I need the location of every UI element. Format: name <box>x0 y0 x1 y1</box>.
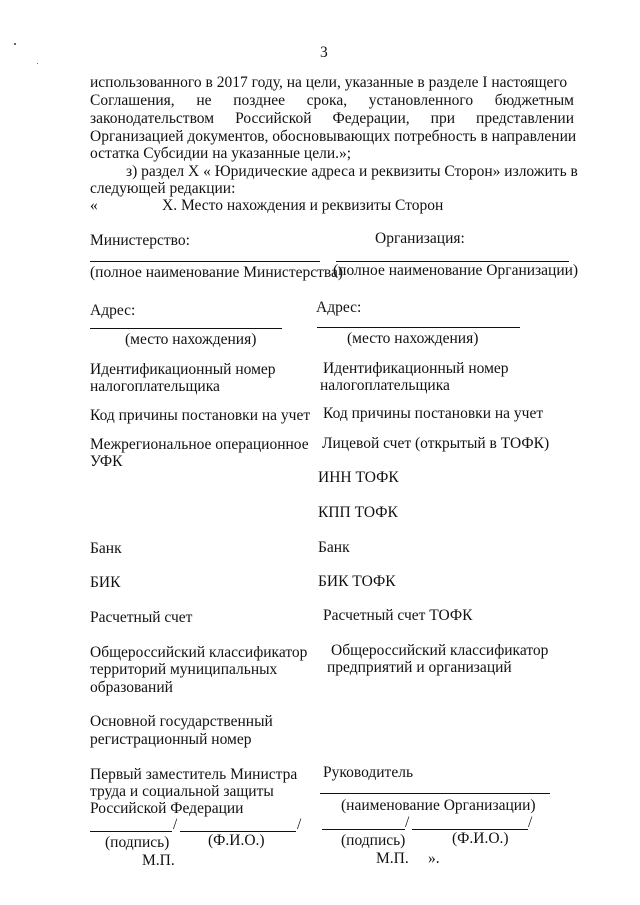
left-bik-label: БИК <box>90 574 121 591</box>
section-title: X. Место нахождения и реквизиты Сторон <box>162 197 444 214</box>
left-full-name-caption: (полное наименование Министерства) <box>90 264 344 281</box>
scan-speck <box>37 63 38 64</box>
right-okpo-label-2: предприятий и организаций <box>327 659 512 676</box>
right-head-label: Руководитель <box>323 764 414 781</box>
left-ogrn-label-1: Основной государственный <box>90 713 273 730</box>
right-personal-account-label: Лицевой счет (открытый в ТОФК) <box>322 435 550 452</box>
right-fio-caption: (Ф.И.О.) <box>452 830 509 847</box>
left-signer-line-1: Первый заместитель Министра <box>90 766 298 783</box>
left-address-label: Адрес: <box>90 302 136 319</box>
intro-line-4: Организацией документов, обосновывающих потребность в направлении <box>90 128 577 145</box>
left-bank-label: Банк <box>90 540 122 557</box>
right-inn-tofk-label: ИНН ТОФК <box>318 469 399 486</box>
right-stamp-label: М.П. <box>376 850 409 867</box>
intro-line-7: следующей редакции: <box>90 180 236 197</box>
left-sign-slash-2: / <box>297 816 302 833</box>
left-inn-label-1: Идентификационный номер <box>90 361 276 378</box>
left-signer-line-2: труда и социальной защиты <box>90 783 274 800</box>
left-stamp-label: М.П. <box>142 852 175 869</box>
left-signature-caption: (подпись) <box>105 834 170 851</box>
left-account-label: Расчетный счет <box>90 609 193 626</box>
right-signature-line <box>322 829 405 830</box>
left-address-line <box>90 328 282 329</box>
right-signature-caption: (подпись) <box>341 832 406 849</box>
left-inn-label-2: налогоплательщика <box>90 378 220 395</box>
left-ufk-label-1: Межрегиональное операционное <box>90 436 309 453</box>
right-bank-label: Банк <box>318 539 350 556</box>
scan-speck <box>14 43 16 45</box>
right-kpp-label: Код причины постановки на учет <box>323 405 544 422</box>
left-signature-line <box>90 831 172 832</box>
right-party-label: Организация: <box>375 230 465 247</box>
intro-line-5: остатка Субсидии на указанные цели.»; <box>90 145 352 162</box>
right-kpp-tofk-label: КПП ТОФК <box>318 504 398 521</box>
quote-close: ». <box>428 850 440 867</box>
intro-line-3: законодательством Российской Федерации, при представлении <box>90 110 574 127</box>
right-inn-label-2: налогоплательщика <box>320 377 450 394</box>
right-org-name-caption: (наименование Организации) <box>341 797 536 814</box>
left-oktmo-label-1: Общероссийский классификатор <box>90 644 308 661</box>
quote-open: « <box>90 197 98 214</box>
page-number: 3 <box>320 44 328 61</box>
right-inn-label-1: Идентификационный номер <box>323 360 509 377</box>
right-address-line <box>317 327 520 328</box>
left-location-caption: (место нахождения) <box>125 331 257 348</box>
left-kpp-label: Код причины постановки на учет <box>90 407 311 424</box>
right-address-label: Адрес: <box>316 299 362 316</box>
intro-line-1: использованного в 2017 году, на цели, указанные в разделе I настоящего <box>90 74 568 91</box>
right-account-tofk-label: Расчетный счет ТОФК <box>323 607 473 624</box>
left-signer-line-3: Российской Федерации <box>90 800 244 817</box>
left-oktmo-label-2: территорий муниципальных <box>90 661 278 678</box>
intro-line-2: Соглашения, не позднее срока, установленного бюджетным <box>90 92 574 109</box>
left-fio-caption: (Ф.И.О.) <box>208 832 265 849</box>
right-okpo-label-1: Общероссийский классификатор <box>331 642 549 659</box>
left-oktmo-label-3: образований <box>90 679 173 696</box>
right-org-name-line <box>320 793 550 794</box>
left-party-label: Министерство: <box>90 232 190 249</box>
right-sign-slash-1: / <box>405 814 410 831</box>
left-name-line <box>90 261 320 262</box>
right-bik-tofk-label: БИК ТОФК <box>318 573 396 590</box>
left-sign-slash-1: / <box>173 816 178 833</box>
right-full-name-caption: (полное наименование Организации) <box>333 262 579 279</box>
intro-line-6: з) раздел X « Юридические адреса и реквизиты Сторон» изложить в <box>126 163 578 180</box>
right-sign-slash-2: / <box>528 814 533 831</box>
left-ogrn-label-2: регистрационный номер <box>90 731 252 748</box>
left-ufk-label-2: УФК <box>90 453 123 470</box>
right-location-caption: (место нахождения) <box>347 330 479 347</box>
